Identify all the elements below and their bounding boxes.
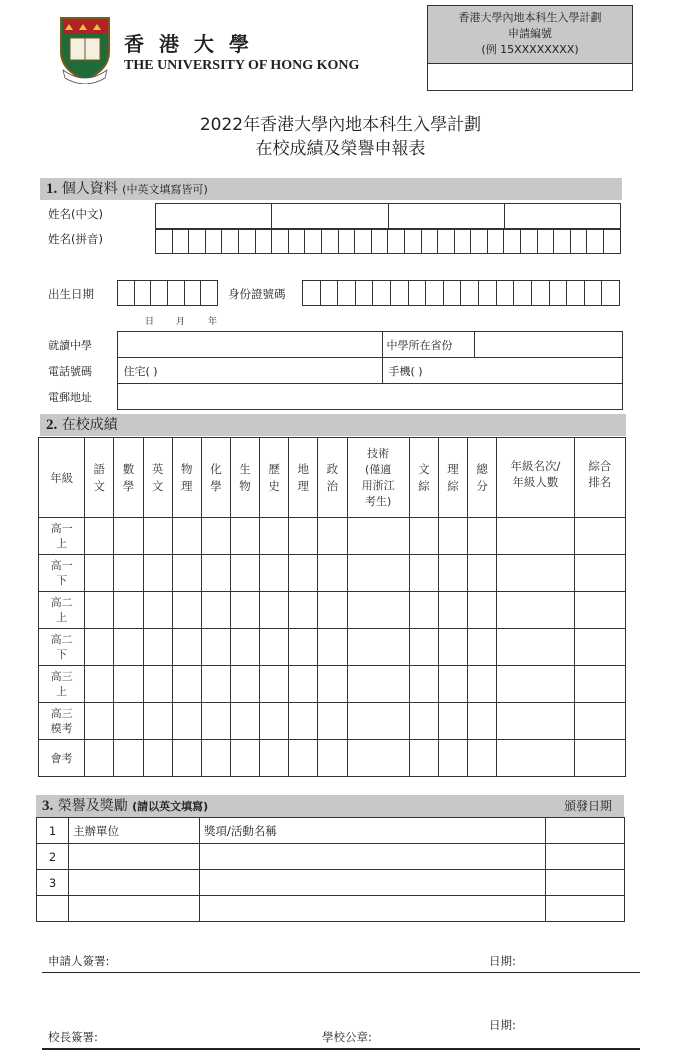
grade-cell[interactable] — [574, 629, 625, 666]
honour-row-number: 3 — [37, 870, 69, 896]
award-date-label: 頒發日期 — [563, 799, 612, 813]
grade-cell[interactable] — [574, 555, 625, 592]
grade-cell[interactable] — [201, 629, 230, 666]
grade-cell[interactable] — [230, 555, 259, 592]
grade-cell[interactable] — [468, 666, 497, 703]
grade-cell[interactable] — [260, 555, 289, 592]
grade-cell[interactable] — [143, 592, 172, 629]
grade-cell[interactable] — [438, 740, 467, 777]
grade-cell[interactable] — [172, 555, 201, 592]
grade-cell[interactable] — [289, 666, 318, 703]
grade-cell[interactable] — [409, 703, 438, 740]
grade-cell[interactable] — [438, 703, 467, 740]
mobile-phone-label: 手機( ) — [388, 364, 423, 378]
grade-cell[interactable] — [85, 592, 114, 629]
grade-row-label: 高一 下 — [39, 555, 85, 592]
grade-cell[interactable] — [318, 703, 347, 740]
subject-physics: 物理 — [180, 461, 193, 493]
grade-cell[interactable] — [318, 592, 347, 629]
grade-cell[interactable] — [438, 666, 467, 703]
honour-award-cell[interactable] — [200, 896, 546, 922]
grade-cell[interactable] — [85, 629, 114, 666]
grade-cell[interactable] — [260, 740, 289, 777]
section2-title: 在校成績 — [61, 417, 118, 433]
grade-cell[interactable] — [497, 555, 574, 592]
grade-cell[interactable] — [574, 518, 625, 555]
grade-cell[interactable] — [260, 629, 289, 666]
grade-cell[interactable] — [85, 666, 114, 703]
grade-cell[interactable] — [409, 666, 438, 703]
grade-cell[interactable] — [143, 666, 172, 703]
grade-cell[interactable] — [201, 740, 230, 777]
grade-cell[interactable] — [468, 518, 497, 555]
grade-cell[interactable] — [574, 666, 625, 703]
section2-num: 2. — [46, 417, 58, 433]
honour-date-cell[interactable] — [546, 870, 625, 896]
grade-cell[interactable] — [289, 592, 318, 629]
school-input[interactable] — [117, 332, 382, 358]
grade-cell[interactable] — [114, 666, 143, 703]
grade-row-label: 高一 上 — [39, 518, 85, 555]
grade-row — [39, 666, 626, 703]
grade-cell[interactable] — [289, 518, 318, 555]
appbox-line1: 香港大學內地本科生入學計劃 — [458, 11, 602, 24]
grade-row — [39, 592, 626, 629]
total-score: 總分 — [476, 461, 488, 493]
grade-cell[interactable] — [468, 592, 497, 629]
grade-row — [39, 740, 626, 777]
honour-row — [37, 896, 625, 922]
grade-cell[interactable] — [318, 518, 347, 555]
grade-row — [39, 629, 626, 666]
grade-cell[interactable] — [230, 592, 259, 629]
subject-biology: 生物 — [239, 461, 251, 493]
grade-cell[interactable] — [114, 518, 143, 555]
section3-title: 榮譽及獎勵 — [57, 798, 128, 814]
section1-num: 1. — [46, 181, 58, 197]
name-cn-label: 姓名(中文) — [48, 207, 103, 221]
applicant-signature-label: 申請人簽署: — [48, 954, 110, 968]
grade-cell[interactable] — [114, 592, 143, 629]
grade-cell[interactable] — [260, 666, 289, 703]
grade-cell[interactable] — [289, 703, 318, 740]
grade-row-label: 高二 上 — [39, 592, 85, 629]
grade-cell[interactable] — [114, 740, 143, 777]
school-label: 就讀中學 — [48, 338, 92, 352]
form-title-line1: 2022年香港大學內地本科生入學計劃 — [199, 115, 482, 135]
grade-row-label: 高三 模考 — [39, 703, 85, 740]
university-name-en: THE UNIVERSITY OF HONG KONG — [124, 58, 360, 73]
id-number-input[interactable] — [302, 280, 620, 306]
grade-cell[interactable] — [289, 629, 318, 666]
school-stamp-label: 學校公章: — [322, 1030, 372, 1044]
honour-organizer-cell[interactable] — [69, 844, 200, 870]
grade-cell[interactable] — [143, 740, 172, 777]
grade-cell[interactable] — [347, 740, 409, 777]
grade-cell[interactable] — [318, 629, 347, 666]
grade-cell[interactable] — [574, 703, 625, 740]
grade-cell[interactable] — [172, 629, 201, 666]
honour-date-cell[interactable] — [546, 818, 625, 844]
principal-date-label: 日期: — [489, 1018, 516, 1032]
grade-col-header: 年級 — [39, 438, 85, 518]
subject-english: 英文 — [151, 461, 164, 493]
form-title-line2: 在校成績及榮譽申報表 — [255, 139, 426, 159]
grade-cell[interactable] — [143, 555, 172, 592]
subject-science-comprehensive: 理綜 — [447, 461, 459, 493]
grade-cell[interactable] — [172, 740, 201, 777]
grade-cell[interactable] — [468, 740, 497, 777]
section3-num: 3. — [42, 798, 54, 814]
grade-cell[interactable] — [172, 703, 201, 740]
province-input[interactable] — [474, 332, 622, 358]
grade-cell[interactable] — [497, 518, 574, 555]
grade-cell[interactable] — [114, 629, 143, 666]
grade-cell[interactable] — [143, 518, 172, 555]
appbox-line2: 申請編號 — [508, 27, 552, 40]
application-number-input[interactable] — [428, 64, 632, 90]
honour-row-number — [37, 896, 69, 922]
hku-crest — [55, 14, 115, 84]
section1-header — [40, 178, 622, 200]
phone-label: 電話號碼 — [48, 364, 92, 378]
grade-cell[interactable] — [468, 629, 497, 666]
grade-cell[interactable] — [497, 592, 574, 629]
grade-cell[interactable] — [347, 629, 409, 666]
dob-input[interactable] — [117, 280, 218, 306]
grade-cell[interactable] — [289, 555, 318, 592]
grade-cell[interactable] — [172, 666, 201, 703]
honours-table — [36, 817, 624, 922]
grade-cell[interactable] — [468, 703, 497, 740]
grade-cell[interactable] — [85, 703, 114, 740]
province-label: 中學所在省份 — [386, 338, 453, 352]
grade-cell[interactable] — [497, 703, 574, 740]
grade-cell[interactable] — [143, 629, 172, 666]
grade-cell[interactable] — [230, 629, 259, 666]
grade-cell[interactable] — [438, 592, 467, 629]
grade-cell[interactable] — [409, 740, 438, 777]
section2-header — [40, 414, 626, 436]
university-name-cn: 香 港 大 學 — [124, 32, 253, 56]
honour-award-cell[interactable] — [200, 844, 546, 870]
grade-cell[interactable] — [230, 666, 259, 703]
honour-date-cell[interactable] — [546, 844, 625, 870]
grade-row — [39, 518, 626, 555]
name-pinyin-label: 姓名(拼音) — [48, 232, 103, 246]
grade-cell[interactable] — [438, 555, 467, 592]
subject-chemistry: 化學 — [210, 461, 222, 493]
grade-cell[interactable] — [201, 555, 230, 592]
grade-cell[interactable] — [85, 555, 114, 592]
honour-row-number: 1 — [37, 818, 69, 844]
subject-history: 歷史 — [268, 461, 280, 493]
subject-geography: 地理 — [297, 461, 310, 493]
grade-cell[interactable] — [230, 740, 259, 777]
honour-organizer-cell[interactable] — [69, 870, 200, 896]
grade-cell[interactable] — [438, 629, 467, 666]
section1-title: 個人資料 — [61, 181, 118, 197]
applicant-signature-line[interactable] — [42, 972, 640, 973]
honour-row — [37, 818, 625, 844]
email-label: 電郵地址 — [48, 390, 92, 404]
grade-cell[interactable] — [318, 555, 347, 592]
grade-cell[interactable] — [318, 666, 347, 703]
subject-technology: 技術 (僅適 用浙江 考生) — [347, 438, 409, 518]
grade-row — [39, 703, 626, 740]
grade-cell[interactable] — [409, 629, 438, 666]
name-pinyin-input[interactable] — [155, 229, 621, 254]
school-contact-table — [40, 331, 622, 409]
grade-cell[interactable] — [347, 592, 409, 629]
grade-row-label: 高二 下 — [39, 629, 85, 666]
grade-cell[interactable] — [260, 703, 289, 740]
section3-note: (請以英文填寫) — [132, 800, 209, 813]
honour-organizer-cell[interactable]: 主辦單位 — [69, 818, 200, 844]
grade-cell[interactable] — [85, 740, 114, 777]
grade-row-label: 會考 — [39, 740, 85, 777]
grade-cell[interactable] — [497, 740, 574, 777]
grade-cell[interactable] — [574, 592, 625, 629]
grade-cell[interactable] — [260, 592, 289, 629]
appbox-line3: (例 15XXXXXXXX) — [481, 43, 579, 56]
grade-cell[interactable] — [230, 703, 259, 740]
grades-header-row — [39, 438, 626, 518]
grade-cell[interactable] — [497, 666, 574, 703]
grade-cell[interactable] — [347, 518, 409, 555]
honour-date-cell[interactable] — [546, 896, 625, 922]
honour-award-cell[interactable] — [200, 870, 546, 896]
subject-chinese: 語文 — [93, 461, 106, 493]
grade-cell[interactable] — [318, 740, 347, 777]
overall-rank-header: 綜合排名 — [574, 438, 625, 518]
grade-cell[interactable] — [409, 592, 438, 629]
honour-organizer-cell[interactable] — [69, 896, 200, 922]
grade-cell[interactable] — [468, 555, 497, 592]
grade-cell[interactable] — [409, 518, 438, 555]
honour-row — [37, 870, 625, 896]
grade-cell[interactable] — [347, 555, 409, 592]
dob-year-label: 年 — [208, 317, 218, 327]
grade-cell[interactable] — [114, 555, 143, 592]
dob-day-label: 日 — [145, 317, 155, 327]
grade-cell[interactable] — [143, 703, 172, 740]
subject-politics: 政治 — [326, 461, 339, 493]
id-number-label: 身份證號碼 — [228, 287, 286, 301]
grade-cell[interactable] — [409, 555, 438, 592]
grade-rank-header: 年級名次/ 年級人數 — [497, 438, 574, 518]
grade-cell[interactable] — [574, 740, 625, 777]
application-number-box — [427, 5, 633, 91]
grade-cell[interactable] — [172, 518, 201, 555]
grade-cell[interactable] — [230, 518, 259, 555]
grade-cell[interactable] — [114, 703, 143, 740]
grade-cell[interactable] — [201, 518, 230, 555]
grade-row-label: 高三 上 — [39, 666, 85, 703]
dob-label: 出生日期 — [48, 287, 94, 301]
grade-cell[interactable] — [201, 666, 230, 703]
honour-award-cell[interactable]: 獎項/活動名稱 — [200, 818, 546, 844]
honour-row — [37, 844, 625, 870]
grade-cell[interactable] — [438, 518, 467, 555]
grade-row — [39, 555, 626, 592]
honour-row-number: 2 — [37, 844, 69, 870]
subject-math: 數學 — [122, 461, 135, 493]
email-input[interactable] — [117, 384, 622, 410]
applicant-date-label: 日期: — [489, 954, 516, 968]
grade-cell[interactable] — [497, 629, 574, 666]
dob-month-label: 月 — [176, 317, 186, 327]
principal-signature-line[interactable] — [42, 1048, 640, 1050]
subject-arts-comprehensive: 文綜 — [418, 461, 430, 493]
principal-signature-label: 校長簽署: — [48, 1030, 98, 1044]
home-phone-input[interactable] — [117, 358, 382, 384]
grade-cell[interactable] — [260, 518, 289, 555]
home-phone-label: 住宅( ) — [123, 364, 158, 378]
grade-cell[interactable] — [201, 592, 230, 629]
grade-cell[interactable] — [201, 703, 230, 740]
grade-cell[interactable] — [289, 740, 318, 777]
section3-header — [36, 795, 624, 817]
mobile-phone-input[interactable] — [382, 358, 622, 384]
application-number-header — [428, 6, 632, 64]
grade-cell[interactable] — [347, 666, 409, 703]
grades-table — [38, 437, 626, 777]
section1-note: (中英文填寫皆可) — [122, 183, 208, 196]
grade-cell[interactable] — [85, 518, 114, 555]
grade-cell[interactable] — [347, 703, 409, 740]
grade-cell[interactable] — [172, 592, 201, 629]
name-cn-input[interactable] — [155, 203, 621, 229]
